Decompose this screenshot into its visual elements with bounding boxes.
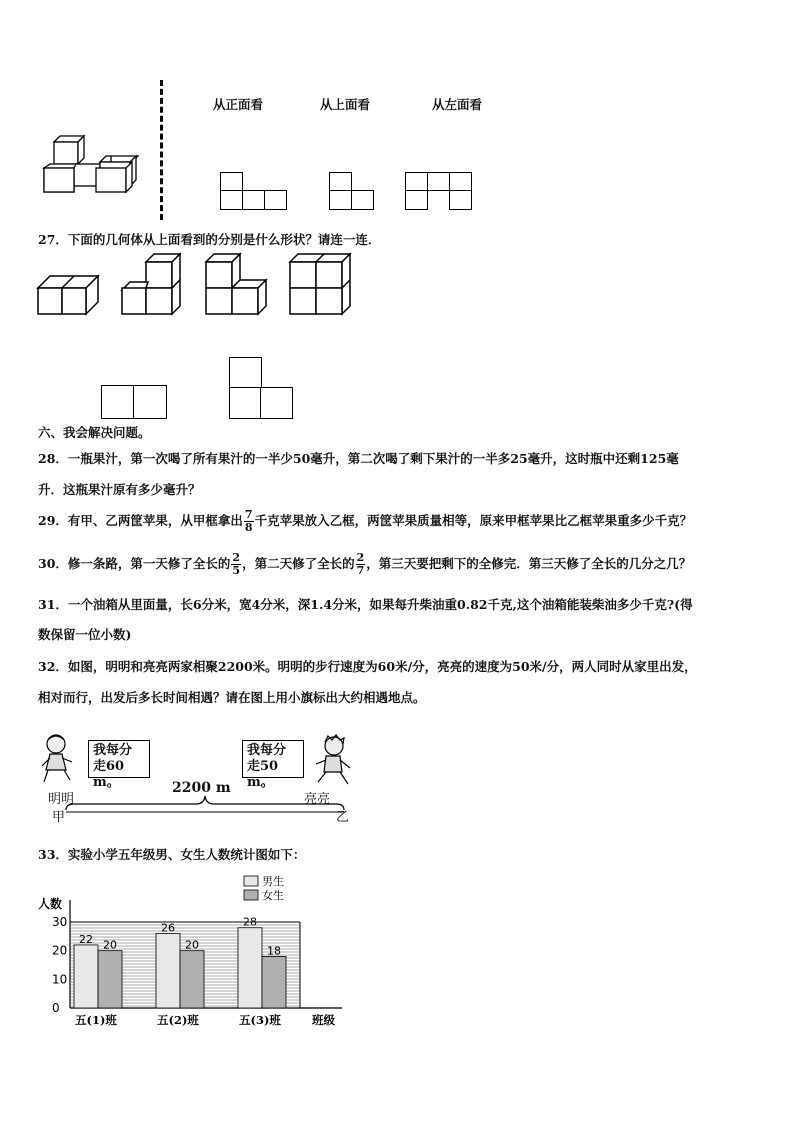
q29-fraction: $\frac{7}{8}$ <box>244 508 253 534</box>
data-label: 20 <box>185 938 199 952</box>
top-view-title: 从上面看 <box>320 97 371 112</box>
data-label: 22 <box>79 932 93 946</box>
bar-girls <box>262 956 286 1008</box>
y-tick-label: 10 <box>52 972 68 987</box>
q29-text-after: 千克苹果放入乙框，两筐苹果质量相等，原来甲框苹果比乙框苹果重多少千克？ <box>254 513 693 528</box>
question-32-line1: 32．如图，明明和亮亮两家相聚2200米。明明的步行速度为60米/分，亮亮的速度为50米/分，两人同时从家里出发， <box>38 659 697 674</box>
question-33: 33．实验小学五年级男、女生人数统计图如下： <box>38 847 306 862</box>
question-31-line2: 数保留一位小数) <box>38 627 132 642</box>
bar-girls <box>98 951 122 1008</box>
data-label: 20 <box>103 938 117 952</box>
top-view-shape <box>329 172 375 210</box>
section-6-heading: 六、我会解决问题。 <box>38 425 151 440</box>
legend-swatch <box>244 876 258 886</box>
name-mingming: 明明 <box>48 792 75 807</box>
child-left-icon <box>38 732 78 788</box>
data-label: 26 <box>161 921 175 935</box>
answer-shape-2 <box>229 357 293 419</box>
bar-boys <box>74 945 98 1008</box>
solid-figure-2 <box>120 252 186 316</box>
y-tick-label: 30 <box>52 915 68 929</box>
question-32-line2: 相对而行，出发后多长时间相遇？请在图上用小旗标出大约相遇地点。 <box>38 690 426 705</box>
q30-fraction-2: $\frac{2}{7}$ <box>356 551 365 577</box>
x-category-label: 五(2)班 <box>157 1013 199 1027</box>
speech-bubble-left: 我每分 走60 m。 <box>88 740 150 778</box>
legend-label: 女生 <box>262 889 284 902</box>
left-view-shape <box>405 172 473 210</box>
y-tick-label: 0 <box>52 1001 60 1015</box>
point-jia: 甲 <box>52 810 66 825</box>
point-yi: 乙 <box>336 810 350 825</box>
dashed-divider <box>160 80 163 220</box>
bar-girls <box>180 951 204 1008</box>
speech-bubble-right: 我每分 走50 m。 <box>242 740 304 778</box>
question-31-line1: 31．一个油箱从里面量，长6分米，宽4分米，深1.4分米，如果每升柴油重0.82千克,这个油箱能装柴油多少千克?(得 <box>38 597 693 612</box>
y-tick-label: 20 <box>52 943 68 958</box>
solid-figure-3 <box>204 252 270 316</box>
bar-chart <box>30 870 350 1030</box>
distance-label: 2200 m <box>172 780 231 796</box>
x-axis-label: 班级 <box>312 1013 335 1027</box>
data-label: 18 <box>267 944 281 958</box>
x-category-label: 五(3)班 <box>239 1013 281 1027</box>
y-axis-label: 人数 <box>38 897 63 911</box>
front-view-title: 从正面看 <box>213 97 264 112</box>
q30-fraction-1: $\frac{2}{5}$ <box>232 551 241 577</box>
question-28-line1: 28．一瓶果汁，第一次喝了所有果汁的一半少50毫升，第二次喝了剩下果汁的一半多25毫升，这时瓶中还剩125毫 <box>38 451 679 466</box>
legend-swatch <box>244 890 258 900</box>
q29-text-before: 29．有甲、乙两筐苹果，从甲框拿出 <box>38 513 243 528</box>
bar-boys <box>156 933 180 1008</box>
bar-boys <box>238 928 262 1008</box>
child-right-icon <box>310 734 354 790</box>
meeting-figure <box>38 732 358 824</box>
answer-shape-1 <box>101 385 167 419</box>
solid-figure-4 <box>288 252 354 316</box>
left-view-title: 从左面看 <box>432 97 483 112</box>
question-27: 27．下面的几何体从上面看到的分别是什么形状？请连一连． <box>38 232 381 247</box>
front-view-shape <box>220 172 288 210</box>
legend-label: 男生 <box>262 875 284 888</box>
solid-figure-1 <box>36 268 102 316</box>
cube-figure <box>40 132 140 194</box>
data-label: 28 <box>243 915 257 929</box>
question-29 <box>38 506 692 536</box>
name-liangliang: 亮亮 <box>304 792 331 807</box>
question-30: 30．修一条路，第一天修了全长的 $\frac{2}{5}$ ，第二天修了全长的 $\frac{2}{7}$ ，第三天要把剩下的全修完．第三天修了全长的几分之几？ <box>38 551 692 577</box>
question-28-line2: 升．这瓶果汁原有多少毫升？ <box>38 482 201 497</box>
x-category-label: 五(1)班 <box>75 1013 117 1027</box>
